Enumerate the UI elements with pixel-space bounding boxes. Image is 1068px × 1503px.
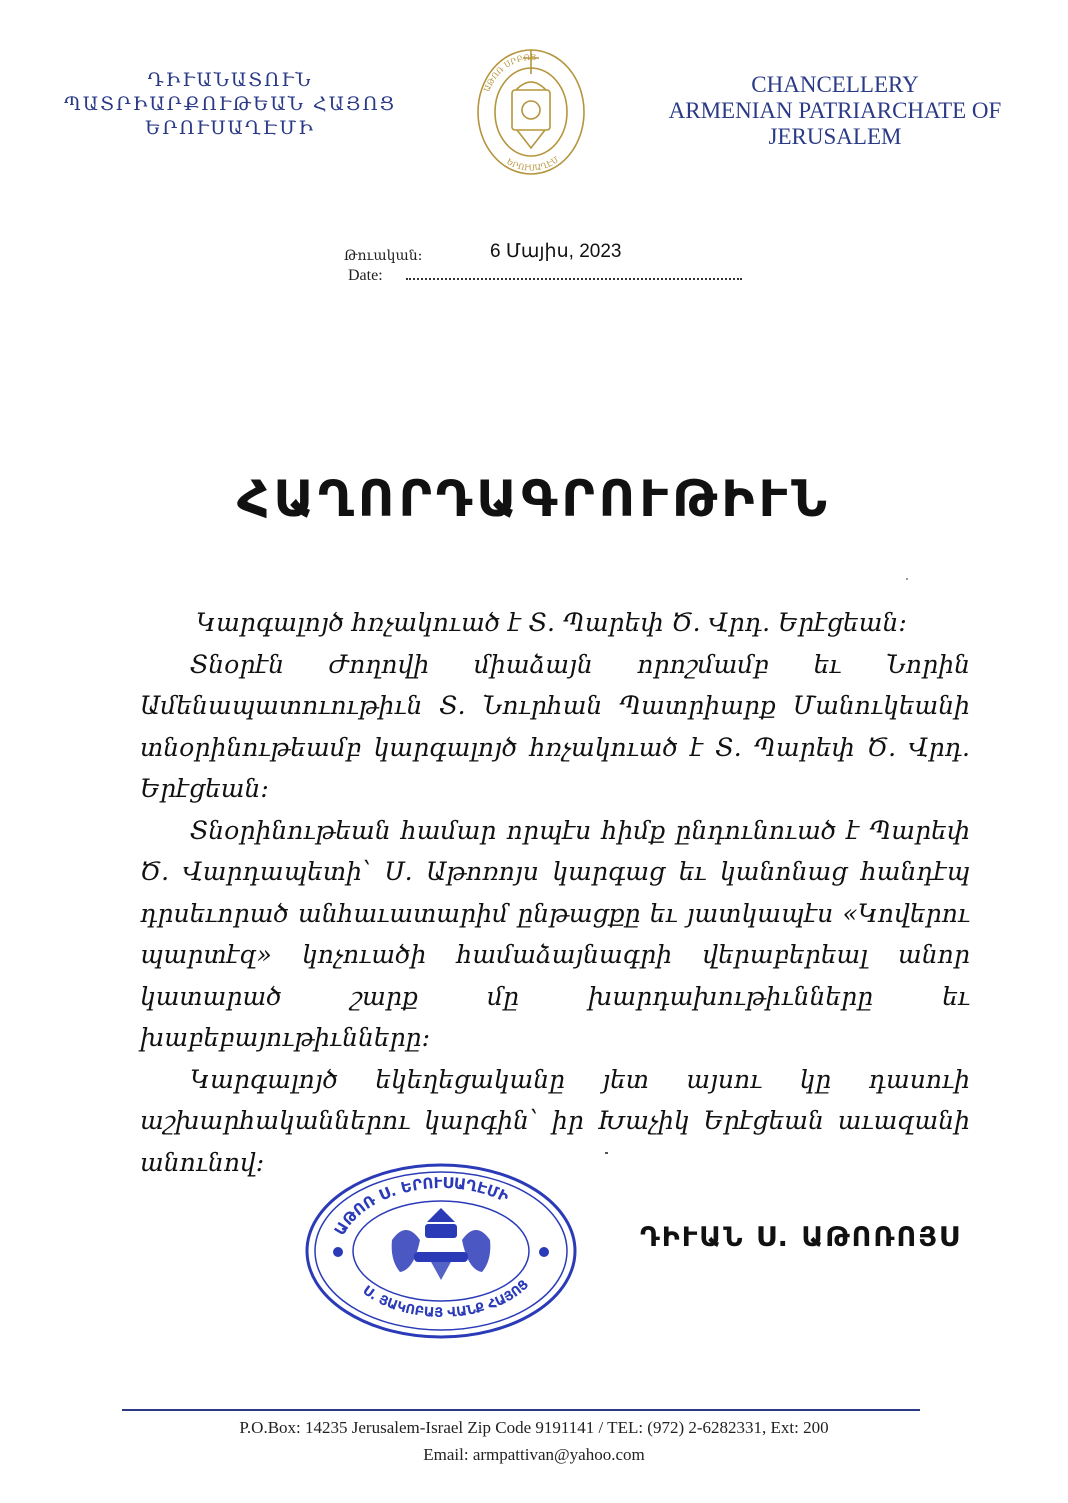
crest-bottom-text: ԵՐՈՒՍԱՂԷՄ	[505, 154, 561, 173]
footer-email: Email: armpattivan@yahoo.com	[423, 1445, 645, 1464]
crest-top-text: ԱԹՈՌ ՍՐԲՈՑ	[482, 52, 537, 94]
date-value: 6 Մայիս, 2023	[490, 241, 622, 262]
body-paragraph: Կարգալոյծ հռչակուած է Տ. Պարեփ Ծ. Վրդ. Երէցեան։	[196, 608, 907, 637]
official-stamp-icon	[302, 1160, 580, 1342]
letterhead-armenian-line-1: ԴԻՒԱՆԱՏՈՒՆ	[147, 69, 313, 91]
letterhead-armenian-line-2: ՊԱՏՐԻԱՐՔՈՒԹԵԱՆ ՀԱՅՈՑ	[64, 93, 396, 115]
letterhead-english	[640, 72, 1030, 150]
body-paragraph: Կարգալոյծ եկեղեցականը յետ այսու կը դասուի աշխարհականներու կարգին՝ իր Խաչիկ Երէցեան աւազանի անունով։	[140, 1064, 970, 1177]
date-label-english: Date:	[348, 267, 383, 284]
letterhead-english-line-1: CHANCELLERY	[751, 72, 919, 97]
date-label-armenian: Թուական։	[344, 248, 423, 264]
letterhead-armenian-line-3: ԵՐՈՒՍԱՂԷՄԻ	[145, 117, 315, 139]
footer-address: P.O.Box: 14235 Jerusalem-Israel Zip Code 9191141 / TEL: (972) 2-6282331, Ext: 200	[239, 1418, 829, 1437]
letterhead-armenian	[40, 68, 420, 140]
scan-speck	[605, 1152, 608, 1154]
body-paragraph: Տնօրինութեան համար որպէս հիմք ընդունուած է Պարեփ Ծ. Վարդապետի՝ Ս. Աթոռոյս կարգաց եւ կանոնաց հանդէպ դրսեւորած անհաւատարիմ ընթացքը եւ յատկապէս «Կովերու պարտէզ» կոչուածի համաձայնագրի վերաբերեալ անոր կատարած շարք մը խարդախութիւնները եւ խաբեբայութիւնները։	[140, 815, 970, 1052]
footer-divider	[122, 1409, 920, 1411]
letterhead-english-line-3: JERUSALEM	[768, 124, 902, 149]
document-body	[140, 602, 970, 1183]
document-title: ՀԱՂՈՐԴԱԳՐՈՒԹԻՒՆ	[236, 470, 832, 528]
stamp-top-text: ԱԹՈՌ Ս. ԵՐՈՒՍԱՂԷՄԻ	[330, 1173, 512, 1239]
letterhead-english-line-2: ARMENIAN PATRIARCHATE OF	[668, 98, 1002, 123]
scan-speck	[906, 578, 908, 580]
date-dotted-line	[406, 278, 742, 280]
date-block	[344, 240, 764, 290]
patriarchate-crest-icon	[472, 30, 590, 180]
body-paragraph: Տնօրէն Ժողովի միաձայն որոշմամբ եւ Նորին Ամենապատուութիւն Տ. Նուրհան Պատրիարք Մանուկեանի տնօրինութեամբ կարգալոյծ հռչակուած է Տ. Պարեփ Ծ. Վրդ. Երէցեան։	[140, 649, 970, 803]
stamp-bottom-text: Ս. ՅԱԿՈԲԱՅ ՎԱՆՔ ՀԱՅՈՑ	[359, 1277, 532, 1321]
signature-chancellery: ԴԻՒԱՆ Ս. ԱԹՈՌՈՅՍ	[640, 1222, 961, 1253]
